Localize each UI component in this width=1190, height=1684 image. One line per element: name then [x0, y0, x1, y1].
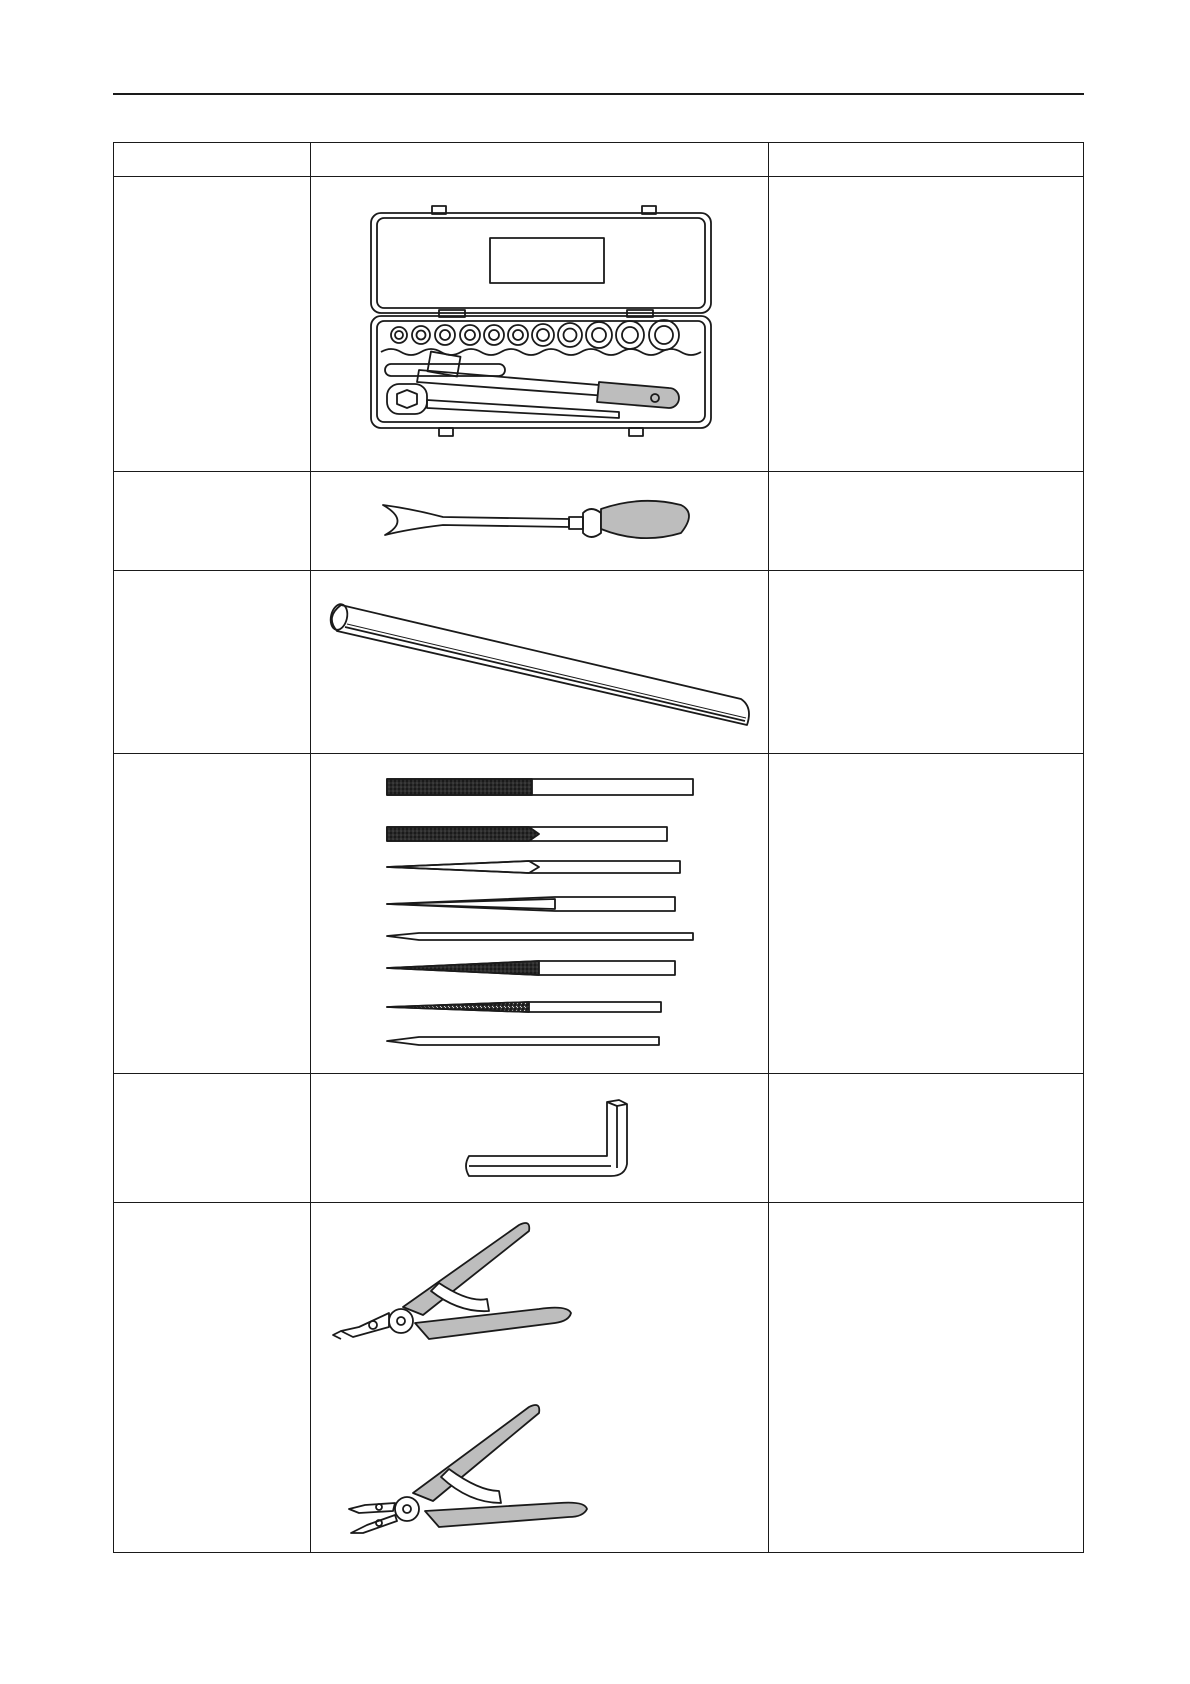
header-notes — [768, 143, 1083, 177]
header-rule — [113, 93, 1084, 95]
tool-name-cell — [114, 472, 311, 571]
tool-name-cell — [114, 1074, 311, 1203]
table-row — [114, 571, 1084, 754]
file-set-icon — [379, 769, 699, 1059]
circlip-pliers-icon — [319, 1213, 759, 1543]
tools-table — [113, 142, 1084, 1553]
table-row — [114, 177, 1084, 472]
socket-wrench-set-icon — [359, 204, 719, 444]
tool-name-cell — [114, 571, 311, 754]
header-tool-name — [114, 143, 311, 177]
table-row — [114, 1203, 1084, 1553]
notes-cell — [768, 754, 1083, 1074]
header-illustration — [311, 143, 768, 177]
notes-cell — [768, 571, 1083, 754]
tool-name-cell — [114, 177, 311, 472]
illustration-cell — [311, 1074, 768, 1203]
illustration-cell — [311, 571, 768, 754]
illustration-cell — [311, 754, 768, 1074]
hex-key-icon — [439, 1098, 639, 1178]
notes-cell — [768, 1074, 1083, 1203]
tool-name-cell — [114, 754, 311, 1074]
notes-cell — [768, 1203, 1083, 1553]
circlip-pliers-lower — [349, 1405, 587, 1533]
round-bar-icon — [319, 587, 759, 737]
notes-cell — [768, 177, 1083, 472]
illustration-cell — [311, 472, 768, 571]
tool-name-cell — [114, 1203, 311, 1553]
circlip-pliers-upper — [333, 1223, 571, 1339]
table-row — [114, 1074, 1084, 1203]
table-header-row — [114, 143, 1084, 177]
illustration-cell — [311, 1203, 768, 1553]
table-row — [114, 472, 1084, 571]
tire-lever-icon — [379, 491, 699, 551]
table-row — [114, 754, 1084, 1074]
notes-cell — [768, 472, 1083, 571]
illustration-cell — [311, 177, 768, 472]
